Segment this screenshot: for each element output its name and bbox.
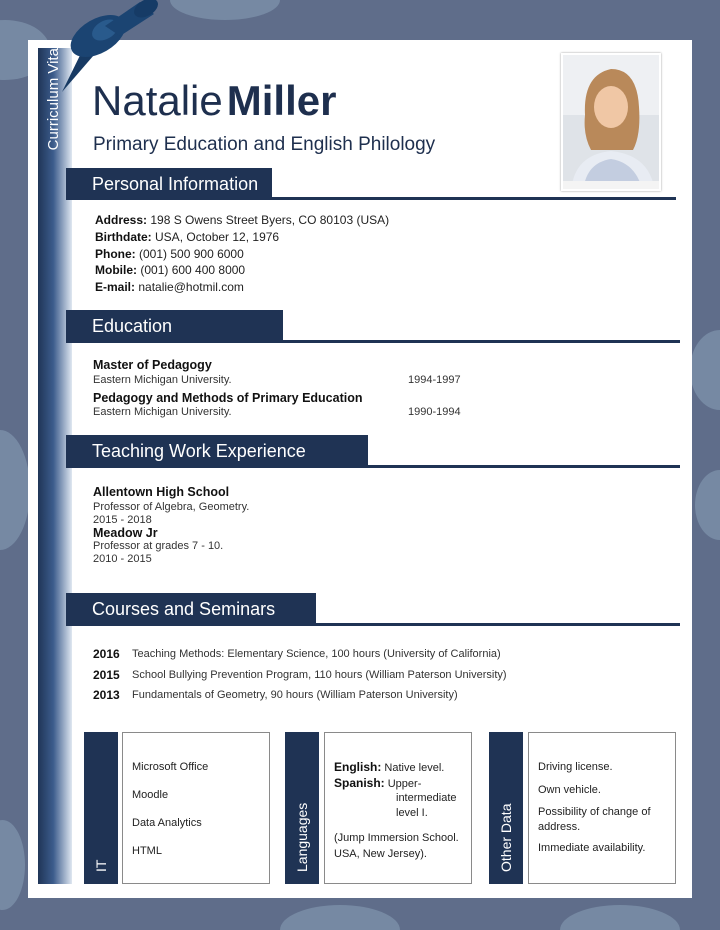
other-label-bar [489, 732, 523, 884]
other-item: Immediate availability. [538, 842, 646, 854]
it-box [122, 732, 270, 884]
background-shape [0, 430, 30, 550]
candidate-name [92, 76, 336, 126]
it-label-bar [84, 732, 118, 884]
other-data-box [528, 732, 676, 884]
course-text: Fundamentals of Geometry, 90 hours (William Paterson University) [132, 689, 458, 701]
background-shape [280, 905, 400, 930]
course-year: 2013 [93, 688, 120, 702]
last-name: Miller [226, 77, 337, 124]
course-year: 2016 [93, 647, 120, 661]
section-divider [66, 340, 680, 343]
education-school: Eastern Michigan University. [93, 374, 232, 386]
section-divider [66, 197, 676, 200]
languages-label-bar [285, 732, 319, 884]
curriculum-vitae-label: Curriculum Vitae [45, 39, 62, 151]
language-spanish: Spanish: Upper- [334, 776, 422, 790]
experience-employer: Meadow Jr [93, 526, 158, 540]
section-title: Personal Information [92, 174, 259, 194]
course-year: 2015 [93, 668, 120, 682]
background-shape [690, 330, 720, 410]
languages-box [324, 732, 472, 884]
other-item: Driving license. [538, 761, 613, 773]
other-item: address. [538, 821, 581, 833]
language-spanish-cont: level I. [396, 807, 428, 819]
candidate-subtitle: Primary Education and English Philology [93, 134, 436, 155]
info-mobile: Mobile: (001) 600 400 8000 [95, 263, 246, 277]
course-text: School Bullying Prevention Program, 110 hours (William Paterson University) [132, 669, 507, 681]
education-degree: Pedagogy and Methods of Primary Education [93, 391, 363, 405]
other-item: Possibility of change of [538, 806, 651, 818]
info-address: Address: 198 S Owens Street Byers, CO 80103 (USA) [95, 213, 390, 227]
it-item: Data Analytics [132, 817, 202, 829]
experience-period: 2010 - 2015 [93, 553, 152, 565]
info-email: E-mail: natalie@hotmil.com [95, 280, 244, 294]
background-shape [560, 905, 680, 930]
first-name: Natalie [92, 77, 223, 124]
experience-period: 2015 - 2018 [93, 514, 152, 526]
other-item: Own vehicle. [538, 784, 601, 796]
section-header-courses [66, 593, 316, 625]
education-school: Eastern Michigan University. [93, 406, 232, 418]
section-title: Education [92, 316, 173, 336]
section-header-education [66, 310, 283, 342]
section-title: Teaching Work Experience [92, 441, 306, 461]
it-item: Microsoft Office [132, 761, 209, 773]
it-item: Moodle [132, 789, 169, 801]
section-header-personal [66, 168, 272, 200]
language-note: (Jump Immersion School. [334, 832, 459, 844]
language-english: English: Native level. [334, 760, 445, 774]
background-shape [0, 820, 25, 910]
education-degree: Master of Pedagogy [93, 358, 212, 372]
experience-role: Professor of Algebra, Geometry. [93, 501, 250, 513]
info-birthdate: Birthdate: USA, October 12, 1976 [95, 230, 280, 244]
section-divider [66, 465, 680, 468]
profile-photo [561, 53, 661, 191]
background-shape [170, 0, 280, 20]
section-header-experience [66, 435, 368, 467]
language-spanish-cont: intermediate [396, 792, 457, 804]
experience-employer: Allentown High School [93, 485, 230, 499]
course-text: Teaching Methods: Elementary Science, 100 hours (University of California) [132, 648, 501, 660]
languages-label: Languages [294, 802, 310, 872]
background-shape [695, 470, 720, 540]
language-note: USA, New Jersey). [334, 848, 427, 860]
education-years: 1990-1994 [408, 406, 461, 418]
other-data-label: Other Data [498, 803, 514, 872]
section-divider [66, 623, 680, 626]
experience-role: Professor at grades 7 - 10. [93, 540, 224, 552]
info-phone: Phone: (001) 500 900 6000 [95, 247, 244, 261]
it-label: IT [93, 859, 109, 872]
education-years: 1994-1997 [408, 374, 461, 386]
section-title: Courses and Seminars [92, 599, 276, 619]
it-item: HTML [132, 845, 162, 857]
